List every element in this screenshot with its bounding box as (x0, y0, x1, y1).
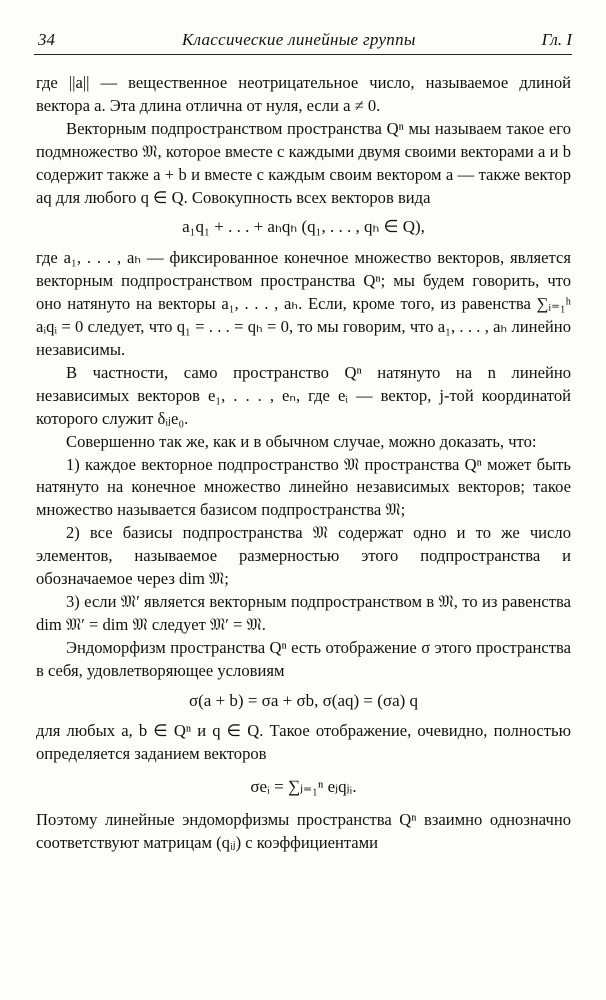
paragraph-basis-vectors: В частности, само пространство Qⁿ натянуто на n линейно независимых векторов e₁, . . . , eₙ, где eᵢ — вектор, j-той координатой которого служит δᵢⱼe₀. (36, 362, 571, 428)
chapter-label: Гл. I (541, 30, 572, 49)
running-title: Классические линейные группы (182, 30, 416, 49)
claim-2: 2) все базисы подпространства 𝔐 содержат одно и то же число элементов, называемое размерностью этого подпространства и обозначаемое через dim 𝔐; (36, 523, 571, 589)
formula-linear-combination: a₁q₁ + . . . + aₕqₕ (q₁, . . . , qₕ ∈ Q), (182, 217, 425, 237)
paragraph-determination: для любых a, b ∈ Qⁿ и q ∈ Q. Такое отображение, очевидно, полностью определяется заданием векторов (36, 721, 571, 764)
formula-basis-images: σeᵢ = ∑ⱼ₌₁ⁿ eⱼqⱼᵢ. (250, 777, 357, 797)
claim-3: 3) если 𝔐′ является векторным подпространством в 𝔐, то из равенства dim 𝔐′ = dim 𝔐 следует 𝔐′ = 𝔐. (36, 591, 571, 634)
paragraph-endomorphism: Эндоморфизм пространства Qⁿ есть отображение σ этого пространства в себя, удовлетворяющее условиям (36, 637, 571, 680)
claim-1: 1) каждое векторное подпространство 𝔐 пространства Qⁿ может быть натянуто на конечное множество линейно независимых векторов; такое множество называется базисом подпространства 𝔐; (36, 454, 571, 520)
paragraph-matrices: Поэтому линейные эндоморфизмы пространства Qⁿ взаимно однозначно соответствуют матрицам (qᵢⱼ) с коэффициентами (36, 810, 571, 853)
page-number: 34 (38, 30, 55, 49)
paragraph-norm: где ||a|| — вещественное неотрицательное число, называемое длиной вектора a. Эта длина отлична от нуля, если a ≠ 0. (36, 73, 571, 115)
running-header (34, 30, 572, 55)
paragraph-span-independence: где a₁, . . . , aₕ — фиксированное конечное множество векторов, является векторным подпространством пространства Qⁿ; мы будем говорить, что оно натянуто на векторы a₁, . . . , aₕ. Если, кроме того, из равенства ∑ᵢ₌₁ʰ aᵢqᵢ = 0 следует, что q₁ = . . . = qₕ = 0, то мы говорим, что a₁, . . . , aₕ линейно независимы. (36, 248, 571, 359)
page-body (36, 72, 571, 855)
formula-endomorphism-conditions: σ(a + b) = σa + σb, σ(aq) = (σa) q (188, 690, 419, 710)
paragraph-intro-claims: Совершенно так же, как и в обычном случае, можно доказать, что: (66, 431, 537, 451)
paragraph-subspace-definition: Векторным подпространством пространства Qⁿ мы называем такое его подмножество 𝔐, которое вместе с каждыми двумя своими векторами a и b содержит также a + b и вместе с каждым своим вектором a — также вектор aq для любого q ∈ Q. Совокупность всех векторов вида (36, 118, 571, 207)
